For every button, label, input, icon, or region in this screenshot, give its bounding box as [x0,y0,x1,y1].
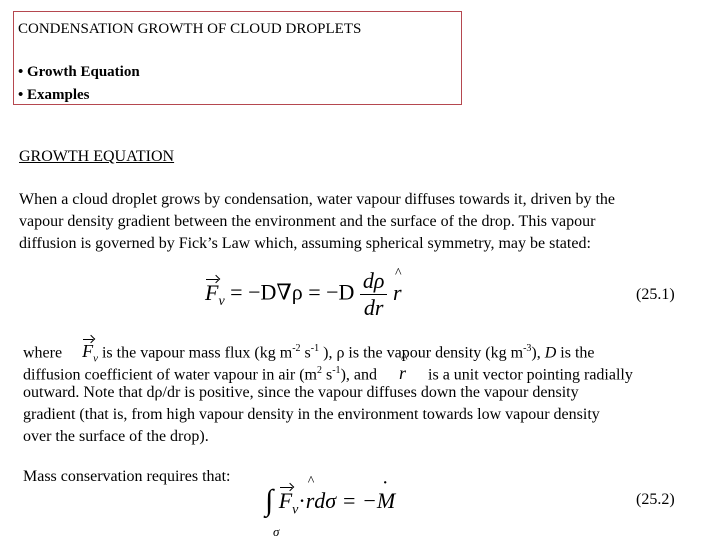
flux-symbol-inline: F [82,341,94,362]
equation-mass-conservation: ∫ $F_v\cdot\^{}$ rdσ = −· M [265,482,395,518]
where-line-3: outward. Note that dρ/dr is positive, since the vapour diffuses down the vapour density [23,384,579,401]
flux-vector-symbol: F [205,279,219,305]
equation-fick-law: $F_v = -D\nabla\rho = -D$ $\frac{d\rho}{dr}$ ^ r [205,268,402,321]
unit-vector-r-eq2: ^ r [306,488,315,514]
intro-line-3: diffusion is governed by Fick’s Law which, assuming spherical symmetry, may be stated: [19,235,591,252]
intro-line-2: vapour density gradient between the environment and the surface of the drop. This vapour [19,213,596,230]
unit-vector-r: ^ r [393,280,402,306]
equation-number-25-1: (25.1) [636,286,675,303]
fraction-drho-dr: $\frac{d\rho}{dr}$ [360,268,388,321]
integral-sign: ∫ [265,484,274,517]
bullet-examples: • Examples [18,87,90,103]
integral-lower-limit: σ [273,524,280,539]
flux-vector-eq2: F [278,488,293,513]
m-dot-symbol: · M [377,488,395,514]
unit-vector-r-inline: ^ r [399,362,406,384]
equation-number-25-2: (25.2) [636,491,675,508]
where-line-1: where $F_v$ is the vapour mass flux (kg $m^{-2}$ $s^{-1}$ ), ρ is the vapour density (kg $m^{-3}$), D is the [23,341,595,365]
equation-middle: = −D∇ρ = −D [230,279,355,305]
where-line-2: diffusion coefficient of water vapour in air ($m^2$ $s^{-1}$), and ^ r is a unit vector pointing radially [23,360,633,386]
where-line-4: gradient (that is, from high vapour density in the environment towards low vapour density [23,406,600,423]
mass-conservation-text: Mass conservation requires that: [23,468,231,485]
bullet-growth-equation: • Growth Equation [18,64,140,80]
slide-title: CONDENSATION GROWTH OF CLOUD DROPLETS [18,21,362,37]
section-heading: GROWTH EQUATION [19,148,175,165]
where-line-5: over the surface of the drop). [23,428,209,445]
intro-line-1: When a cloud droplet grows by condensation, water vapour diffuses towards it, driven by the [19,191,615,208]
